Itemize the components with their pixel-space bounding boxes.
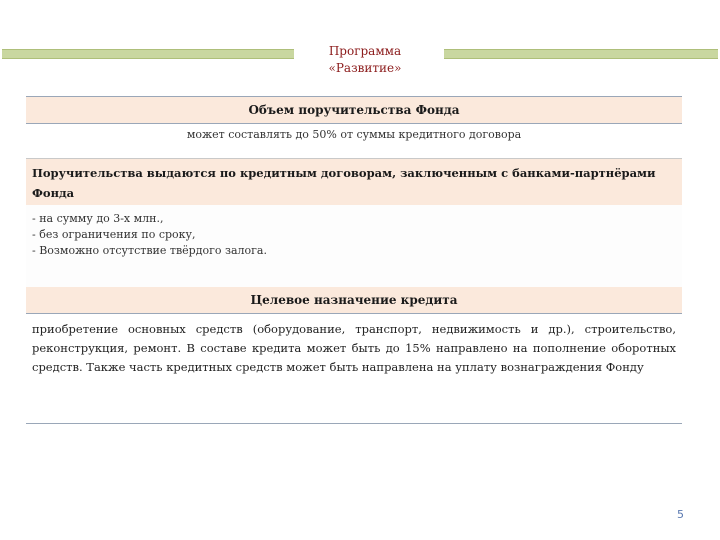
page-number: 5 bbox=[677, 508, 684, 521]
guarantee-sub: может составлять до 50% от суммы кредитного договора bbox=[26, 124, 682, 159]
purpose-text: приобретение основных средств (оборудование, транспорт, недвижимость и др.), строительство, реконструкция, ремонт. В составе кредита может быть до 15% направлено на пополнение оборотных средств. Также часть кредитных средств может быть направлена на уплату вознаграждения Фонду bbox=[26, 314, 682, 424]
slide-title bbox=[290, 43, 440, 77]
purpose-heading: Целевое назначение кредита bbox=[26, 287, 682, 314]
condition-item: - Возможно отсутствие твёрдого залога. bbox=[32, 244, 267, 257]
guarantee-heading: Объем поручительства Фонда bbox=[26, 96, 682, 124]
title-line-2: «Развитие» bbox=[328, 61, 402, 75]
conditions-list bbox=[26, 205, 682, 287]
condition-item: - без ограничения по сроку, bbox=[32, 228, 196, 241]
condition-item: - на сумму до 3-х млн., bbox=[32, 212, 164, 225]
title-line-1: Программа bbox=[328, 44, 402, 58]
decorative-bar-right bbox=[444, 49, 718, 59]
decorative-bar-left bbox=[2, 49, 294, 59]
partners-note: Поручительства выдаются по кредитным договорам, заключенным с банками-партнёрами Фонда bbox=[26, 159, 682, 205]
content-table bbox=[26, 96, 682, 424]
